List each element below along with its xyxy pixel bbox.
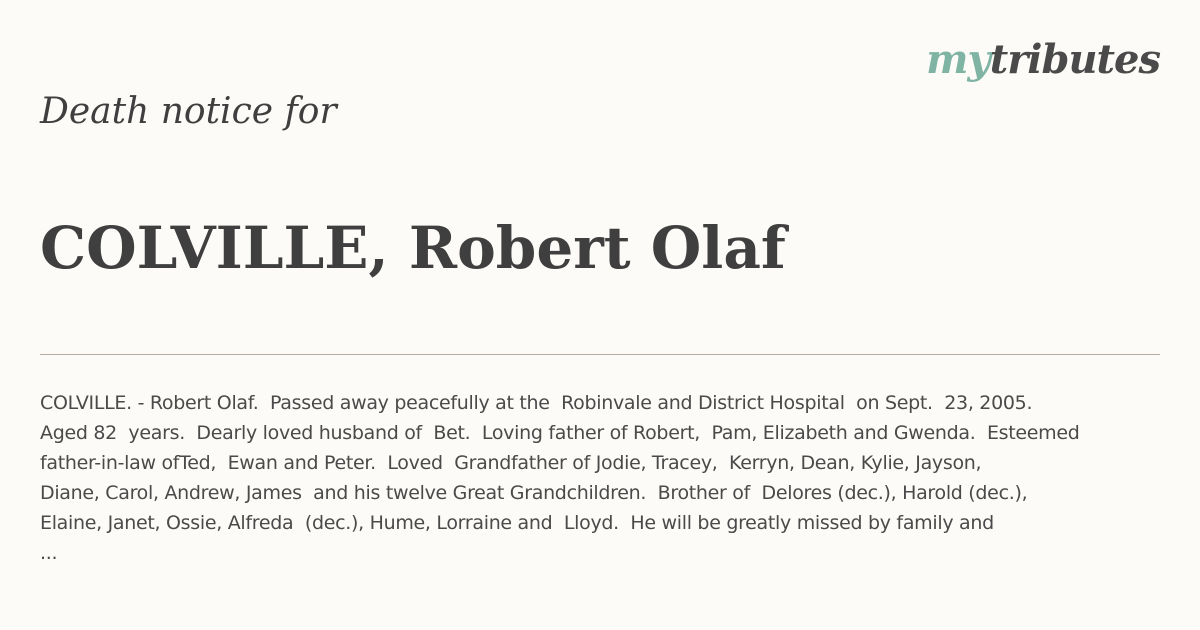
notice-heading: Death notice for <box>40 91 337 132</box>
notice-line: father-in-law ofTed, Ewan and Peter. Loved Grandfather of Jodie, Tracey, Kerryn, Dean, Kylie, Jayson, <box>40 452 982 474</box>
notice-line: Diane, Carol, Andrew, James and his twelve Great Grandchildren. Brother of Delores (dec.), Harold (dec.), <box>40 482 1028 504</box>
notice-line: COLVILLE. - Robert Olaf. Passed away peacefully at the Robinvale and District Hospital on Sept. 23, 2005. <box>40 392 1033 414</box>
divider <box>40 354 1160 355</box>
mytributes-logo <box>926 34 1160 86</box>
notice-ellipsis: ... <box>40 542 58 564</box>
notice-line: Elaine, Janet, Ossie, Alfreda (dec.), Hume, Lorraine and Lloyd. He will be greatly missed by family and <box>40 512 994 534</box>
logo-my-text: my <box>926 36 990 83</box>
notice-line: Aged 82 years. Dearly loved husband of Bet. Loving father of Robert, Pam, Elizabeth and Gwenda. Esteemed <box>40 422 1080 444</box>
notice-body <box>40 388 1160 568</box>
deceased-name: COLVILLE, Robert Olaf <box>40 214 786 282</box>
logo-tributes-text: tributes <box>989 36 1160 83</box>
